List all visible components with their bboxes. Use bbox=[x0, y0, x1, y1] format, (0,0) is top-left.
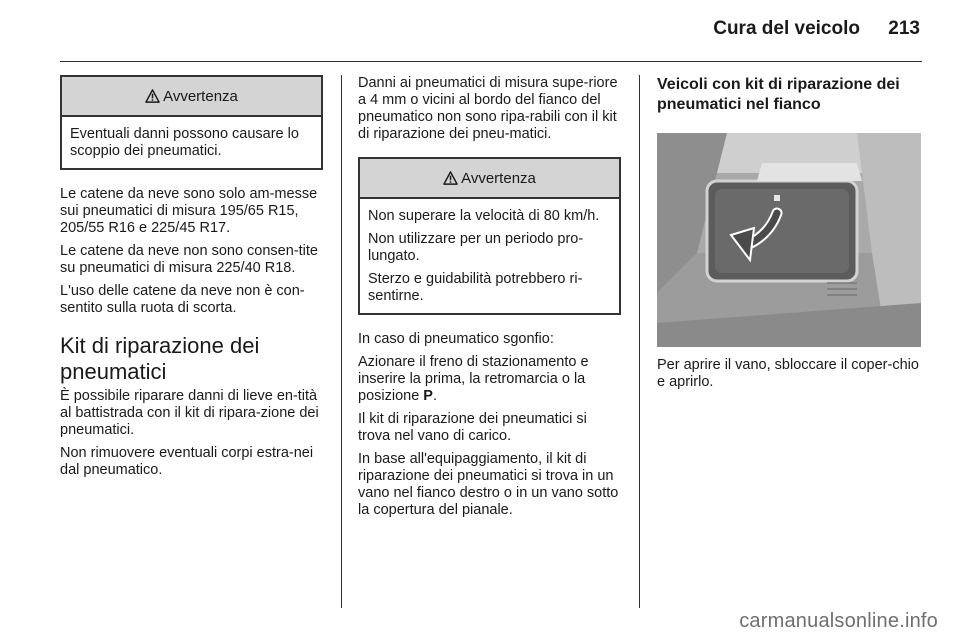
section-title: Kit di riparazione dei pneumatici bbox=[60, 333, 260, 384]
warning-triangle-icon bbox=[145, 89, 160, 103]
body-paragraph bbox=[358, 354, 621, 405]
body-paragraph: Danni ai pneumatici di misura supe-riore a 4 mm o vicini al bordo del fianco del pneumatico non sono ripa-rabili con il kit di riparazione dei pneu-matici. bbox=[358, 75, 618, 142]
warning-text: Non superare la velocità di 80 km/h. bbox=[368, 208, 600, 224]
page-number: 213 bbox=[888, 18, 920, 39]
header-divider bbox=[60, 61, 922, 62]
warning-body bbox=[360, 199, 619, 313]
warning-text: Sterzo e guidabilità potrebbero ri-sentirne. bbox=[368, 271, 583, 304]
body-paragraph: Non rimuovere eventuali corpi estra-nei dal pneumatico. bbox=[60, 445, 314, 478]
body-paragraph: Le catene da neve non sono consen-tite su pneumatici di misura 225/40 R18. bbox=[60, 243, 318, 276]
warning-header bbox=[62, 77, 321, 117]
body-paragraph: L'uso delle catene da neve non è con-sentito sulla ruota di scorta. bbox=[60, 283, 305, 316]
gear-instruction: Azionare il freno di stazionamento e inserire la prima, la retromarcia o la posizione P. bbox=[358, 354, 589, 404]
body-paragraph: In base all'equipaggiamento, il kit di riparazione dei pneumatici si trova in un vano nel fianco destro o in un vano sotto la copertura del pianale. bbox=[358, 451, 619, 518]
gear-position-label: P bbox=[423, 388, 433, 404]
column-1 bbox=[60, 75, 323, 485]
warning-body bbox=[62, 117, 321, 168]
warning-box bbox=[358, 157, 621, 315]
subsection-heading: Veicoli con kit di riparazione dei pneumatici nel fianco bbox=[657, 76, 900, 113]
warning-text: Non utilizzare per un periodo pro-lungato. bbox=[368, 231, 584, 264]
body-paragraph: In caso di pneumatico sgonfio: bbox=[358, 331, 554, 347]
trunk-compartment-photo bbox=[657, 133, 921, 347]
column-2 bbox=[358, 75, 621, 525]
warning-box bbox=[60, 75, 323, 170]
warning-title: Avvertenza bbox=[461, 169, 536, 187]
body-paragraph: Il kit di riparazione dei pneumatici si trova nel vano di carico. bbox=[358, 411, 587, 444]
warning-triangle-icon bbox=[443, 171, 458, 185]
body-paragraph: È possibile riparare danni di lieve en-tità al battistrada con il kit di ripara-zione dei pneumatici. bbox=[60, 388, 319, 438]
watermark[interactable]: carmanualsonline.info bbox=[739, 610, 938, 632]
warning-title: Avvertenza bbox=[163, 87, 238, 105]
column-divider bbox=[639, 75, 640, 608]
column-divider bbox=[341, 75, 342, 608]
column-3 bbox=[657, 75, 921, 397]
running-header-title: Cura del veicolo bbox=[713, 18, 860, 39]
figure-caption: Per aprire il vano, sbloccare il coper-chio e aprirlo. bbox=[657, 357, 919, 390]
warning-header bbox=[360, 159, 619, 199]
body-paragraph: Le catene da neve sono solo am-messe sui pneumatici di misura 195/65 R15, 205/55 R16 e 225/45 R17. bbox=[60, 186, 318, 236]
warning-text: Eventuali danni possono causare lo scoppio dei pneumatici. bbox=[70, 126, 299, 159]
